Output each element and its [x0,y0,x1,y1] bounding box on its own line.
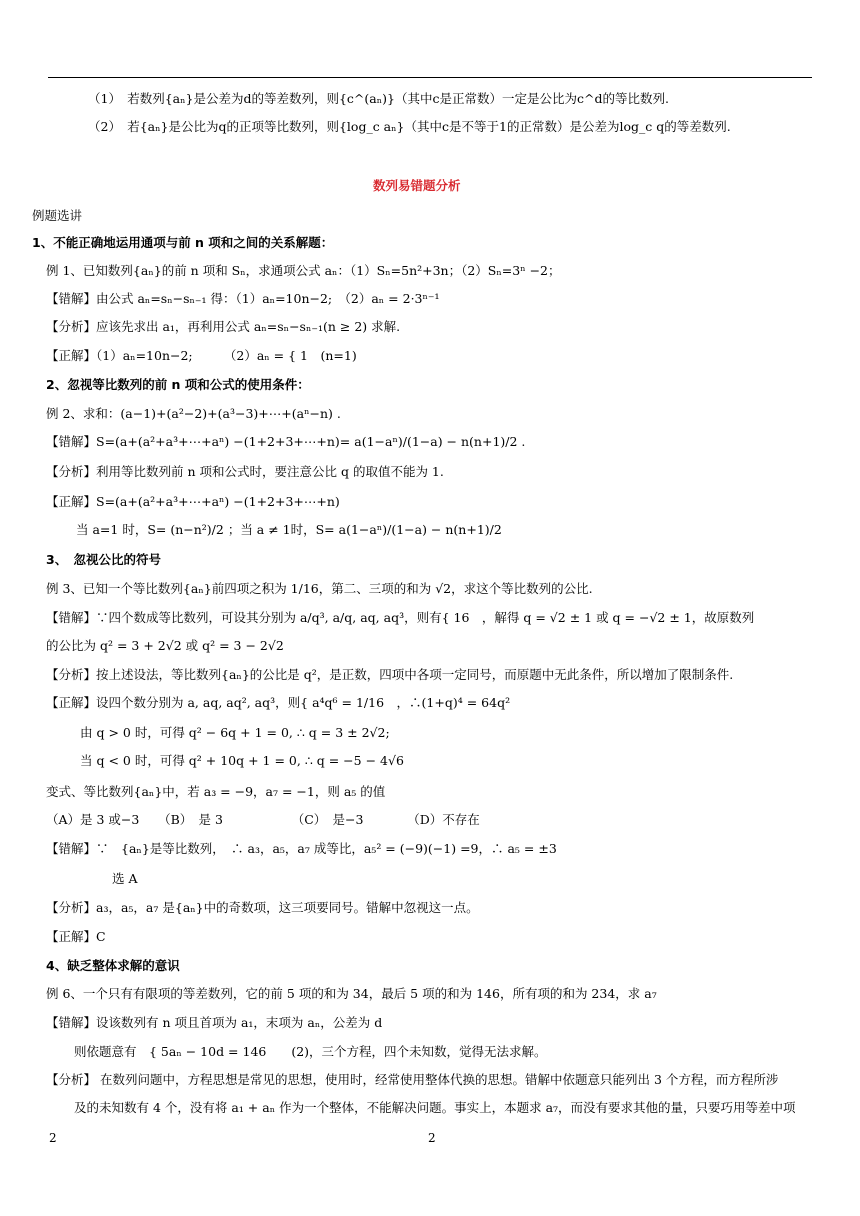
analysis-6: 【分析】 在数列问题中，方程思想是常见的思想，使用时，经常使用整体代换的思想。错解中依题意只能列出 3 个方程，而方程所涉 [46,1072,779,1087]
header-rule [48,77,812,78]
correct-solution-3-neg: 当 q < 0 时，可得 q² + 10q + 1 = 0, ∴ q = −5 − 4√6 [80,753,404,768]
property-1: （1） 若数列{aₙ}是公差为d的等差数列，则{c^(aₙ)}（其中c是正常数）一定是公比为c^d的等比数列. [88,91,669,106]
variant-correct: 【正解】C [46,929,106,944]
example-3: 例 3、已知一个等比数列{aₙ}前四项之积为 1/16，第二、三项的和为 √2，求这个等比数列的公比. [46,581,593,596]
analysis-3: 【分析】按上述设法，等比数列{aₙ}的公比是 q²，是正数，四项中各项一定同号，而原题中无此条件，所以增加了限制条件. [46,667,734,682]
correct-solution-3: 【正解】设四个数分别为 a, aq, aq², aq³，则{ a⁴q⁶ = 1/16 ，∴(1+q)⁴ = 64q² [46,695,511,710]
example-2: 例 2、求和：(a−1)+(a²−2)+(a³−3)+⋯+(aⁿ−n) . [46,406,341,421]
correct-solution-2-cases: 当 a=1 时，S= (n−n²)/2 ；当 a ≠ 1时，S= a(1−aⁿ)/(1−a) − n(n+1)/2 [76,522,502,537]
analysis-6-cont: 及的未知数有 4 个，没有将 a₁ + aₙ 作为一个整体，不能解决问题。事实上，本题求 a₇，而没有要求其他的量，只要巧用等差中项 [74,1100,796,1115]
example-1: 例 1、已知数列{aₙ}的前 n 项和 Sₙ，求通项公式 aₙ：（1）Sₙ=5n²+3n；（2）Sₙ=3ⁿ −2； [46,263,561,278]
wrong-solution-3: 【错解】∵四个数成等比数列，可设其分别为 a/q³, a/q, aq, aq³，则有{ 16 ，解得 q = √2 ± 1 或 q = −√2 ± 1，故原数列 [46,610,755,625]
heading-4: 4、缺乏整体求解的意识 [46,958,180,973]
example-6: 例 6、一个只有有限项的等差数列，它的前 5 项的和为 34，最后 5 项的和为 146，所有项的和为 234，求 a₇ [46,986,657,1001]
variant-options: （A）是 3 或−3 （B） 是 3 （C） 是−3 （D）不存在 [46,812,480,827]
variant-wrong: 【错解】∵ {aₙ}是等比数列， ∴ a₃，a₅，a₇ 成等比，a₅² = (−9)(−1) =9，∴ a₅ = ±3 [46,841,557,856]
analysis-1: 【分析】应该先求出 a₁，再利用公式 aₙ=sₙ−sₙ₋₁(n ≥ 2) 求解. [46,319,401,334]
correct-solution-3-pos: 由 q > 0 时，可得 q² − 6q + 1 = 0, ∴ q = 3 ± 2√2; [80,725,390,740]
heading-1: 1、不能正确地运用通项与前 n 项和之间的关系解题： [32,235,334,250]
page-title: 数列易错题分析 [373,178,461,193]
analysis-2: 【分析】利用等比数列前 n 项和公式时，要注意公比 q 的取值不能为 1. [46,464,444,479]
wrong-solution-1: 【错解】由公式 aₙ=sₙ−sₙ₋₁ 得：（1）aₙ=10n−2; （2）aₙ = 2·3ⁿ⁻¹ [46,291,440,306]
wrong-solution-6-system: 则依题意有 { 5aₙ − 10d = 146 (2)，三个方程，四个未知数，觉得无法求解。 [74,1044,547,1059]
correct-solution-2: 【正解】S=(a+(a²+a³+⋯+aⁿ) −(1+2+3+⋯+n) [46,494,340,509]
property-2: （2） 若{aₙ}是公比为q的正项等比数列，则{log_c aₙ}（其中c是不等于1的正常数）是公差为log_c q的等差数列. [88,119,731,134]
wrong-solution-2: 【错解】S=(a+(a²+a³+⋯+aⁿ) −(1+2+3+⋯+n)= a(1−aⁿ)/(1−a) − n(n+1)/2 . [46,434,526,449]
variant-choice: 选 A [112,871,138,886]
variant-analysis: 【分析】a₃，a₅，a₇ 是{aₙ}中的奇数项，这三项要同号。错解中忽视这一点。 [46,900,479,915]
wrong-solution-3-cont: 的公比为 q² = 3 + 2√2 或 q² = 3 − 2√2 [46,638,284,653]
page-number-right: 2 [428,1131,436,1145]
heading-3: 3、 忽视公比的符号 [46,552,161,567]
heading-2: 2、忽视等比数列的前 n 项和公式的使用条件： [46,377,310,392]
section-label: 例题选讲 [32,208,83,223]
correct-solution-1: 【正解】（1）aₙ=10n−2; （2）aₙ = { 1 (n=1) [46,348,357,363]
wrong-solution-6: 【错解】设该数列有 n 项且首项为 a₁，末项为 aₙ，公差为 d [46,1015,383,1030]
variant-question: 变式、等比数列{aₙ}中，若 a₃ = −9，a₇ = −1，则 a₅ 的值 [46,784,386,799]
page-number-left: 2 [49,1131,57,1145]
